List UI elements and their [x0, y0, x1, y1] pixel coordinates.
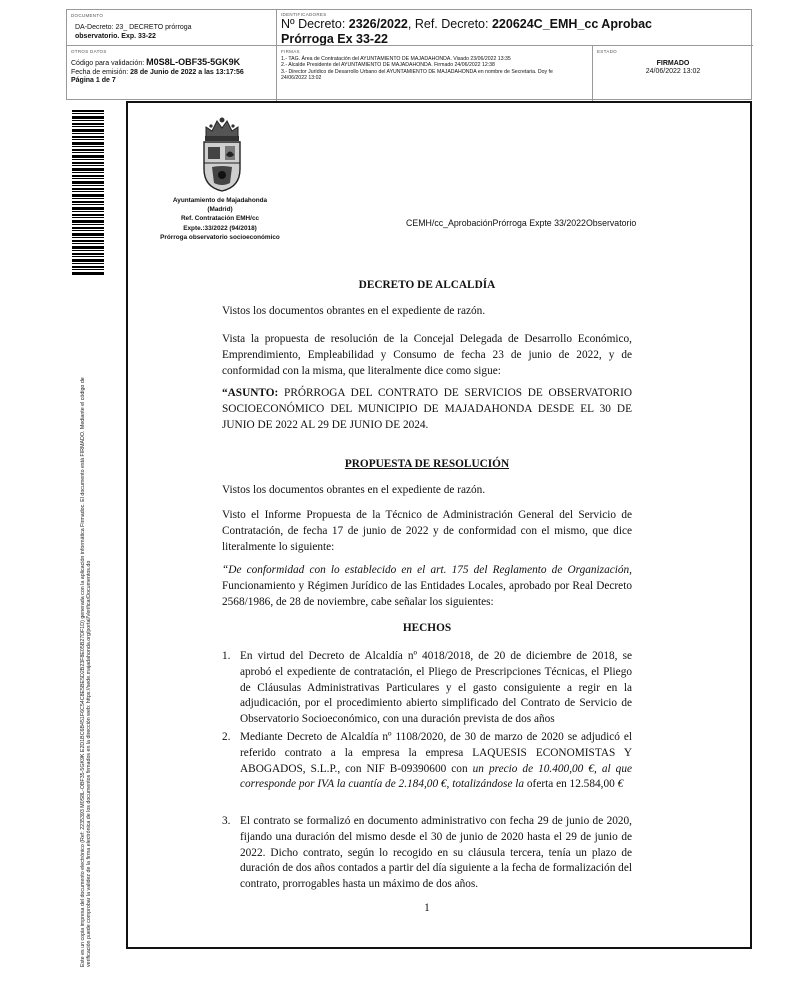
firma-line-4: 24/06/2022 13:02: [281, 74, 322, 81]
otros-caption: OTROS DATOS: [71, 49, 107, 54]
documento-caption: DOCUMENTO: [71, 13, 104, 18]
org-region: (Madrid): [207, 206, 233, 214]
list-item: [222, 730, 632, 793]
paragraph-3: Vistos los documentos obrantes en el expediente de razón.: [222, 484, 486, 496]
firmas-caption: FIRMAS: [281, 49, 300, 54]
letterhead: [138, 196, 302, 242]
contract-ref: Ref. Contratación EMH/cc: [180, 215, 260, 223]
header-documento: [67, 10, 277, 46]
list-item-text-c: €: [617, 778, 624, 791]
list-item-text-b: oferta en 12.584,00: [524, 778, 618, 791]
validation-code: M0S8L-OBF35-5GK9K: [146, 57, 241, 67]
asunto-text: PRÓRROGA DEL CONTRATO DE SERVICIOS DE OBSERVATORIO SOCIOECONÓMICO DEL MUNICIPIO DE MAJADAHONDA DESDE EL 30 DE JUNIO DE 2022 AL 29 DE JUNIO DE 2024.: [222, 387, 632, 431]
decreto-ref-line2: Prórroga Ex 33-22: [281, 32, 388, 46]
estado-status: FIRMADO: [656, 60, 690, 67]
firma-line-1: 1.- TAG. Área de Contratación del AYUNTAMIENTO DE MAJADAHONDA. Visado 23/06/2022 13:35: [281, 56, 511, 62]
firma-line-3: 3.- Director Jurídico de Desarrollo Urbano del AYUNTAMIENTO DE MAJADAHONDA en nombre de Secretaria. Doy fe: [281, 68, 553, 75]
document-reference: CEMH/cc_AprobaciónPrórroga Expte 33/2022Observatorio: [406, 218, 637, 228]
list-item-text-italic: un precio de 10.400,00 €, al que corresponde por IVA la cuantía de 2.184,00 €, totalizándose la: [240, 762, 632, 791]
paragraph-5-rest: Funcionamiento y Régimen Jurídico de las Entidades Locales, aprobado por Real Decreto 2568/1986, de 28 de noviembre, cabe señalar los siguientes:: [222, 579, 632, 608]
barcode: [72, 110, 104, 276]
firma-line-2: 2.- Alcalde Presidente del AYUNTAMIENTO DE MAJADAHONDA. Firmado 24/06/2022 12:38: [281, 62, 495, 69]
decreto-ref-label: , Ref. Decreto:: [407, 17, 489, 31]
paragraph-5: [222, 563, 632, 610]
side-text-line2: verificación puede comprobar la validez de la firma electrónica de los documentos firmados en la dirección web: https://sede.majadahonda.org/portal/VerificarDocumentos.do: [86, 560, 93, 967]
hechos-title: HECHOS: [402, 622, 452, 634]
list-item-number: 3.: [222, 815, 231, 827]
list-item-text: En virtud del Decreto de Alcaldía nº 4018/2018, de 20 de diciembre de 2018, se aprobó el expediente de contratación, el Pliego de Prescripciones Técnicas, el Pliego de Cláusulas Administrativas Particulares y el gasto consiguiente a regir en la adjudicación, por el procedimiento abierto simplificado del Contrato de Servicio de Observatorio Socioeconómico, con una duración prevista de dos años: [240, 650, 632, 726]
decreto-ref: 220624C_EMH_cc Aprobac: [491, 17, 653, 31]
header-estado: [593, 46, 753, 101]
list-item-text: El contrato se formalizó en documento administrativo con fecha 29 de junio de 2020, fijando una duración del mismo desde el 30 de junio de 2020 hasta el 29 de junio de 2022. Dicho contrato, según lo recogido en su cláusula tercera, tenía un plazo de duración de dos años contados a partir del día siguiente a la fecha de formalización del contrato, prorrogables hasta un máximo de dos años.: [240, 815, 632, 891]
estado-date: 24/06/2022 13:02: [645, 68, 701, 75]
list-item-text: [240, 730, 632, 793]
paragraph-5-italic: “De conformidad con lo establecido en el art. 175 del Reglamento de Organización,: [222, 564, 632, 576]
emission-date: 28 de Junio de 2022 a las 13:17:56: [130, 68, 244, 76]
asunto-label: “ASUNTO:: [222, 387, 279, 399]
estado-caption: ESTADO: [597, 49, 617, 54]
coat-of-arms-icon: [197, 115, 247, 193]
emission-label: Fecha de emisión:: [71, 68, 129, 76]
documento-line1: DA-Decreto: 23_ DECRETO prórroga: [75, 24, 192, 31]
signature-header: [66, 9, 752, 100]
page-count: Página 1 de 7: [71, 77, 116, 84]
paragraph-4: Visto el Informe Propuesta de la Técnico de Administración General del Servicio de Contratación, de fecha 17 de junio de 2022 y de conformidad con el mismo, que dice literalmente lo siguiente:: [222, 509, 632, 553]
list-item-number: 2.: [222, 731, 231, 743]
page-number: 1: [424, 902, 430, 914]
list-item: [222, 814, 632, 893]
list-item: [222, 649, 632, 728]
org-name: Ayuntamiento de Majadahonda: [172, 197, 268, 204]
decreto-number-label: Nº Decreto:: [281, 17, 346, 31]
header-firmas: [277, 46, 593, 101]
decreto-number: 2326/2022: [348, 17, 408, 31]
validation-label: Código para validación:: [71, 60, 145, 67]
expte-ref: Expte.:33/2022 (94/2018): [183, 224, 257, 232]
decree-title: DECRETO DE ALCALDÍA: [358, 279, 496, 291]
list-item-text-a: Mediante Decreto de Alcaldía nº 1108/2020, de 30 de marzo de 2020 se adjudicó el referido contrato a la empresa la empresa LAQUESIS ECONOMISTAS Y ABOGADOS, S.L.P., con NIF B-09390600 con: [240, 731, 632, 775]
header-otros-datos: [67, 46, 277, 101]
list-item-number: 1.: [222, 650, 231, 662]
propuesta-title: PROPUESTA DE RESOLUCIÓN: [344, 458, 510, 470]
side-verification-text: [80, 297, 102, 967]
identificadores-caption: IDENTIFICADORES: [281, 12, 327, 17]
documento-line2: observatorio. Exp. 33-22: [75, 33, 156, 40]
header-identificadores: [277, 10, 753, 46]
paragraph-1: Vistos los documentos obrantes en el expediente de razón.: [222, 305, 486, 317]
subject-ref: Prórroga observatorio socioeconómico: [160, 233, 280, 241]
side-text-line1: Este es un copia impresa del documento electrónico (Ref: 2235393 M0S8L-OBF35-5GK9K E2D1BC6B451F6C54C8E5BE5D2B23F8E05B27DF1D) generada con la aplicación informática Firmadoc. El documento está FIRMADO. Mediante el código de: [80, 377, 86, 967]
asunto-paragraph: [222, 386, 632, 433]
paragraph-2: Vista la propuesta de resolución de la Concejal Delegada de Desarrollo Económico, Emprendimiento, Empleabilidad y Consumo de fecha 23 de junio de 2022, y de conformidad con la misma, que literalmente dice como sigue:: [222, 333, 632, 377]
